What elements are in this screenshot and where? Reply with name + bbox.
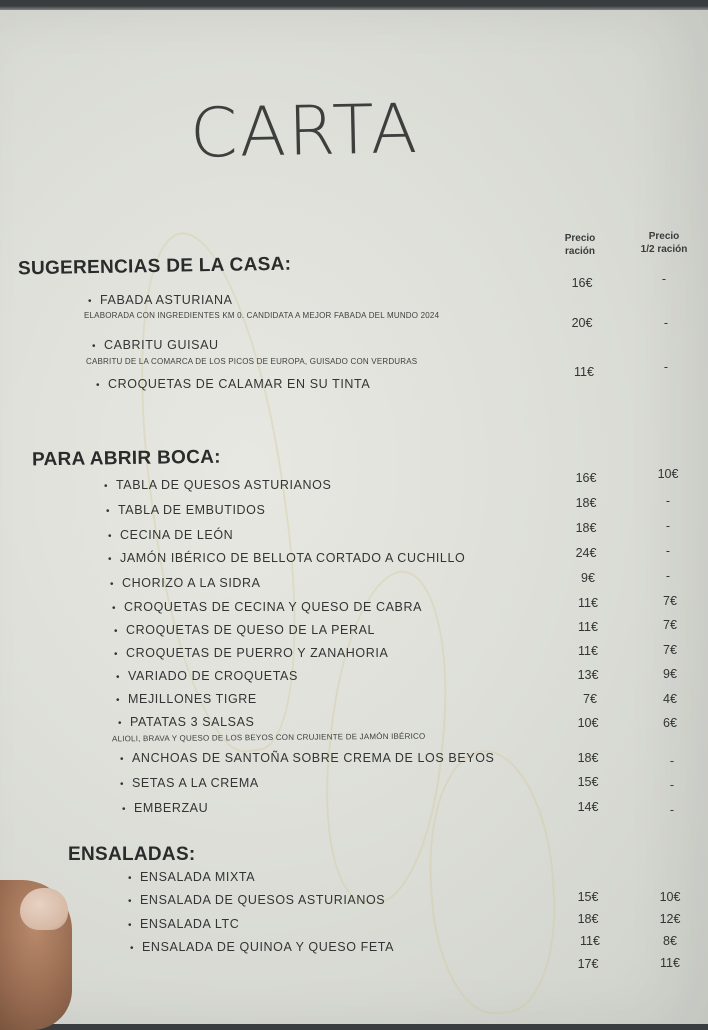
menu-item: • ENSALADA DE QUINOA Y QUESO FETA [130,940,395,954]
menu-item: • CROQUETAS DE PUERRO Y ZANAHORIA [114,646,389,660]
price-racion: 10€ [577,716,599,730]
price-half-racion: - [663,316,669,330]
menu-item: • SETAS A LA CREMA [120,776,259,790]
price-half-racion: 10€ [657,467,679,481]
price-half-racion: 11€ [660,956,680,970]
menu-item: • VARIADO DE CROQUETAS [116,669,298,683]
price-half-racion: 12€ [659,912,681,926]
price-half-racion: - [665,519,671,533]
price-half-racion: 4€ [663,692,677,706]
price-half-racion: - [669,803,675,817]
menu-item: • PATATAS 3 SALSAS [118,715,255,729]
price-racion: 17€ [577,957,599,971]
price-half-racion: - [665,569,671,583]
price-racion: 11€ [578,644,598,658]
price-racion: 18€ [575,496,597,510]
price-half-racion: 7€ [663,643,677,657]
menu-item: • ENSALADA MIXTA [128,870,256,884]
price-racion: 13€ [577,668,599,682]
menu-item: • FABADA ASTURIANA [88,293,233,307]
price-racion: 16€ [571,276,593,290]
column-header-half-racion: Precio 1/2 ración [640,231,688,255]
section-title-sugerencias: SUGERENCIAS DE LA CASA: [17,253,292,280]
price-racion: 18€ [577,912,599,926]
menu-item: • CABRITU GUISAU [92,338,219,352]
price-racion: 11€ [578,596,598,610]
menu-item: • CECINA DE LEÓN [108,528,234,542]
price-racion: 11€ [580,934,600,948]
menu-item: • CROQUETAS DE CECINA Y QUESO DE CABRA [112,600,423,614]
price-half-racion: 6€ [663,716,677,730]
section-title-abrir-boca: PARA ABRIR BOCA: [31,446,221,471]
price-racion: 7€ [583,692,597,706]
price-racion: 20€ [571,316,593,330]
price-racion: 18€ [575,521,597,535]
price-half-racion: 7€ [663,594,677,608]
menu-title: CARTA [189,89,420,174]
price-racion: 18€ [577,751,599,765]
price-half-racion: 9€ [663,667,677,681]
item-description: ALIOLI, BRAVA Y QUESO DE LOS BEYOS CON CRUJIENTE DE JAMÓN IBÉRICO [111,731,426,744]
price-half-racion: - [669,754,675,768]
price-racion: 9€ [581,571,595,585]
price-half-racion: - [669,778,675,792]
menu-item: • TABLA DE EMBUTIDOS [106,503,266,517]
section-title-ensaladas: ENSALADAS: [68,844,196,865]
item-description: CABRITU DE LA COMARCA DE LOS PICOS DE EUROPA, GUISADO CON VERDURAS [86,357,418,366]
menu-item: • ENSALADA DE QUESOS ASTURIANOS [128,893,386,907]
menu-item: • EMBERZAU [122,801,209,815]
price-racion: 11€ [578,620,598,634]
price-half-racion: - [661,272,667,286]
item-description: ELABORADA CON INGREDIENTES KM 0. CANDIDATA A MEJOR FABADA DEL MUNDO 2024 [84,311,440,320]
price-half-racion: 8€ [663,934,677,948]
menu-item: • ENSALADA LTC [128,917,240,931]
price-half-racion: 10€ [659,890,681,904]
price-half-racion: 7€ [663,618,677,632]
price-half-racion: - [663,360,669,374]
price-half-racion: - [665,494,671,508]
menu-item: • TABLA DE QUESOS ASTURIANOS [104,478,332,492]
price-racion: 24€ [575,546,597,560]
menu-sheet [0,10,708,1024]
price-racion: 16€ [575,471,597,485]
menu-item: • JAMÓN IBÉRICO DE BELLOTA CORTADO A CUCHILLO [108,551,466,565]
column-header-racion: Precio ración [564,233,596,257]
price-racion: 15€ [577,890,599,904]
flame-watermark [421,746,563,1018]
menu-item: • ANCHOAS DE SANTOÑA SOBRE CREMA DE LOS BEYOS [120,751,495,765]
thumbnail-nail [20,888,68,930]
menu-item: • MEJILLONES TIGRE [116,692,257,706]
price-racion: 15€ [577,775,599,789]
menu-item: • CROQUETAS DE CALAMAR EN SU TINTA [96,377,371,391]
price-racion: 14€ [577,800,599,814]
price-racion: 11€ [574,365,594,379]
price-half-racion: - [665,544,671,558]
menu-item: • CROQUETAS DE QUESO DE LA PERAL [114,623,376,637]
menu-item: • CHORIZO A LA SIDRA [110,576,261,590]
